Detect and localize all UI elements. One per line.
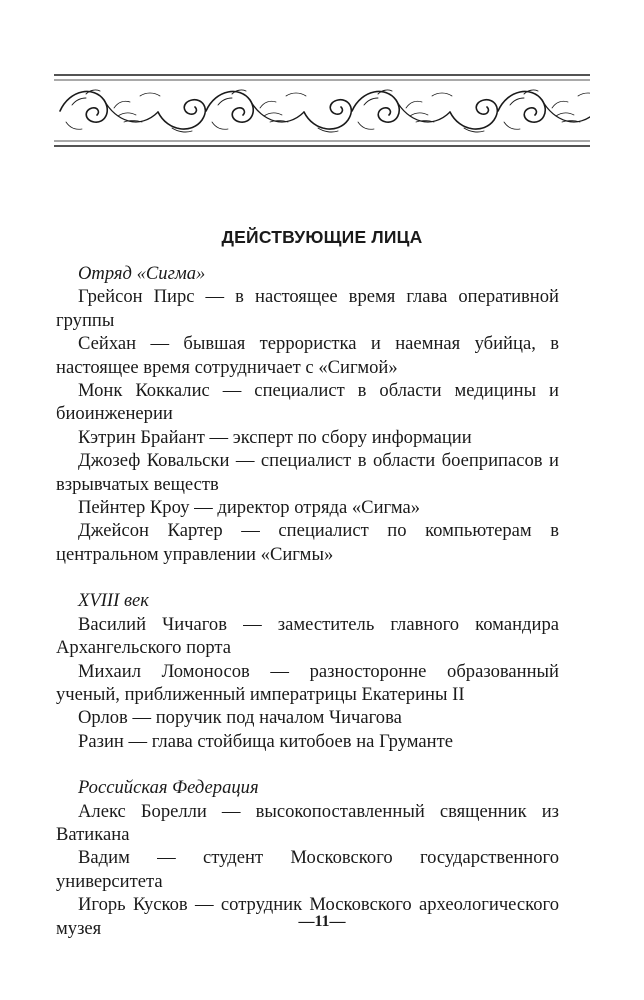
character-entry: Михаил Ломоносов — разносторонне образованный ученый, приближенный императрицы Екатерины II (56, 660, 559, 705)
character-entry: Джозеф Ковальски — специалист в области боеприпасов и взрывчатых веществ (56, 450, 559, 495)
section-title: XVIII век (78, 590, 149, 612)
character-entry: Сейхан — бывшая террористка и наемная убийца, в настоящее время сотрудничает с «Сигмой» (56, 333, 559, 378)
character-entry: Алекс Борелли — высокопоставленный священник из Ватикана (56, 800, 559, 845)
character-entry: Монк Коккалис — специалист в области медицины и биоинженерии (56, 380, 559, 425)
section-18th-century (56, 589, 559, 753)
section-title: Отряд «Сигма» (78, 263, 206, 284)
character-entry: Джейсон Картер — специалист по компьютерам в центральном управлении «Сигмы» (56, 520, 559, 565)
character-entry: Василий Чичагов — заместитель главного командира Архангельского порта (56, 613, 559, 659)
character-entry: Орлов — поручик под началом Чичагова (78, 707, 402, 729)
page-heading: ДЕЙСТВУЮЩИЕ ЛИЦА (221, 227, 423, 247)
character-entry: Пейнтер Кроу — директор отряда «Сигма» (78, 497, 421, 519)
section-title: Российская Федерация (78, 777, 259, 799)
character-entry: Игорь Кусков — сотрудник Московского археологического музея (56, 894, 559, 939)
character-entry: Вадим — студент Московского государственного университета (56, 847, 559, 892)
character-entry: Разин — глава стойбища китобоев на Груманте (78, 730, 453, 752)
characters-list (56, 262, 559, 963)
section-sigma (56, 262, 559, 566)
character-entry: Кэтрин Брайант — эксперт по сбору информации (78, 426, 472, 448)
character-entry: Грейсон Пирс — в настоящее время глава оперативной группы (56, 286, 559, 331)
ornamental-header-border (54, 72, 590, 152)
page-number: —11— (298, 913, 346, 930)
